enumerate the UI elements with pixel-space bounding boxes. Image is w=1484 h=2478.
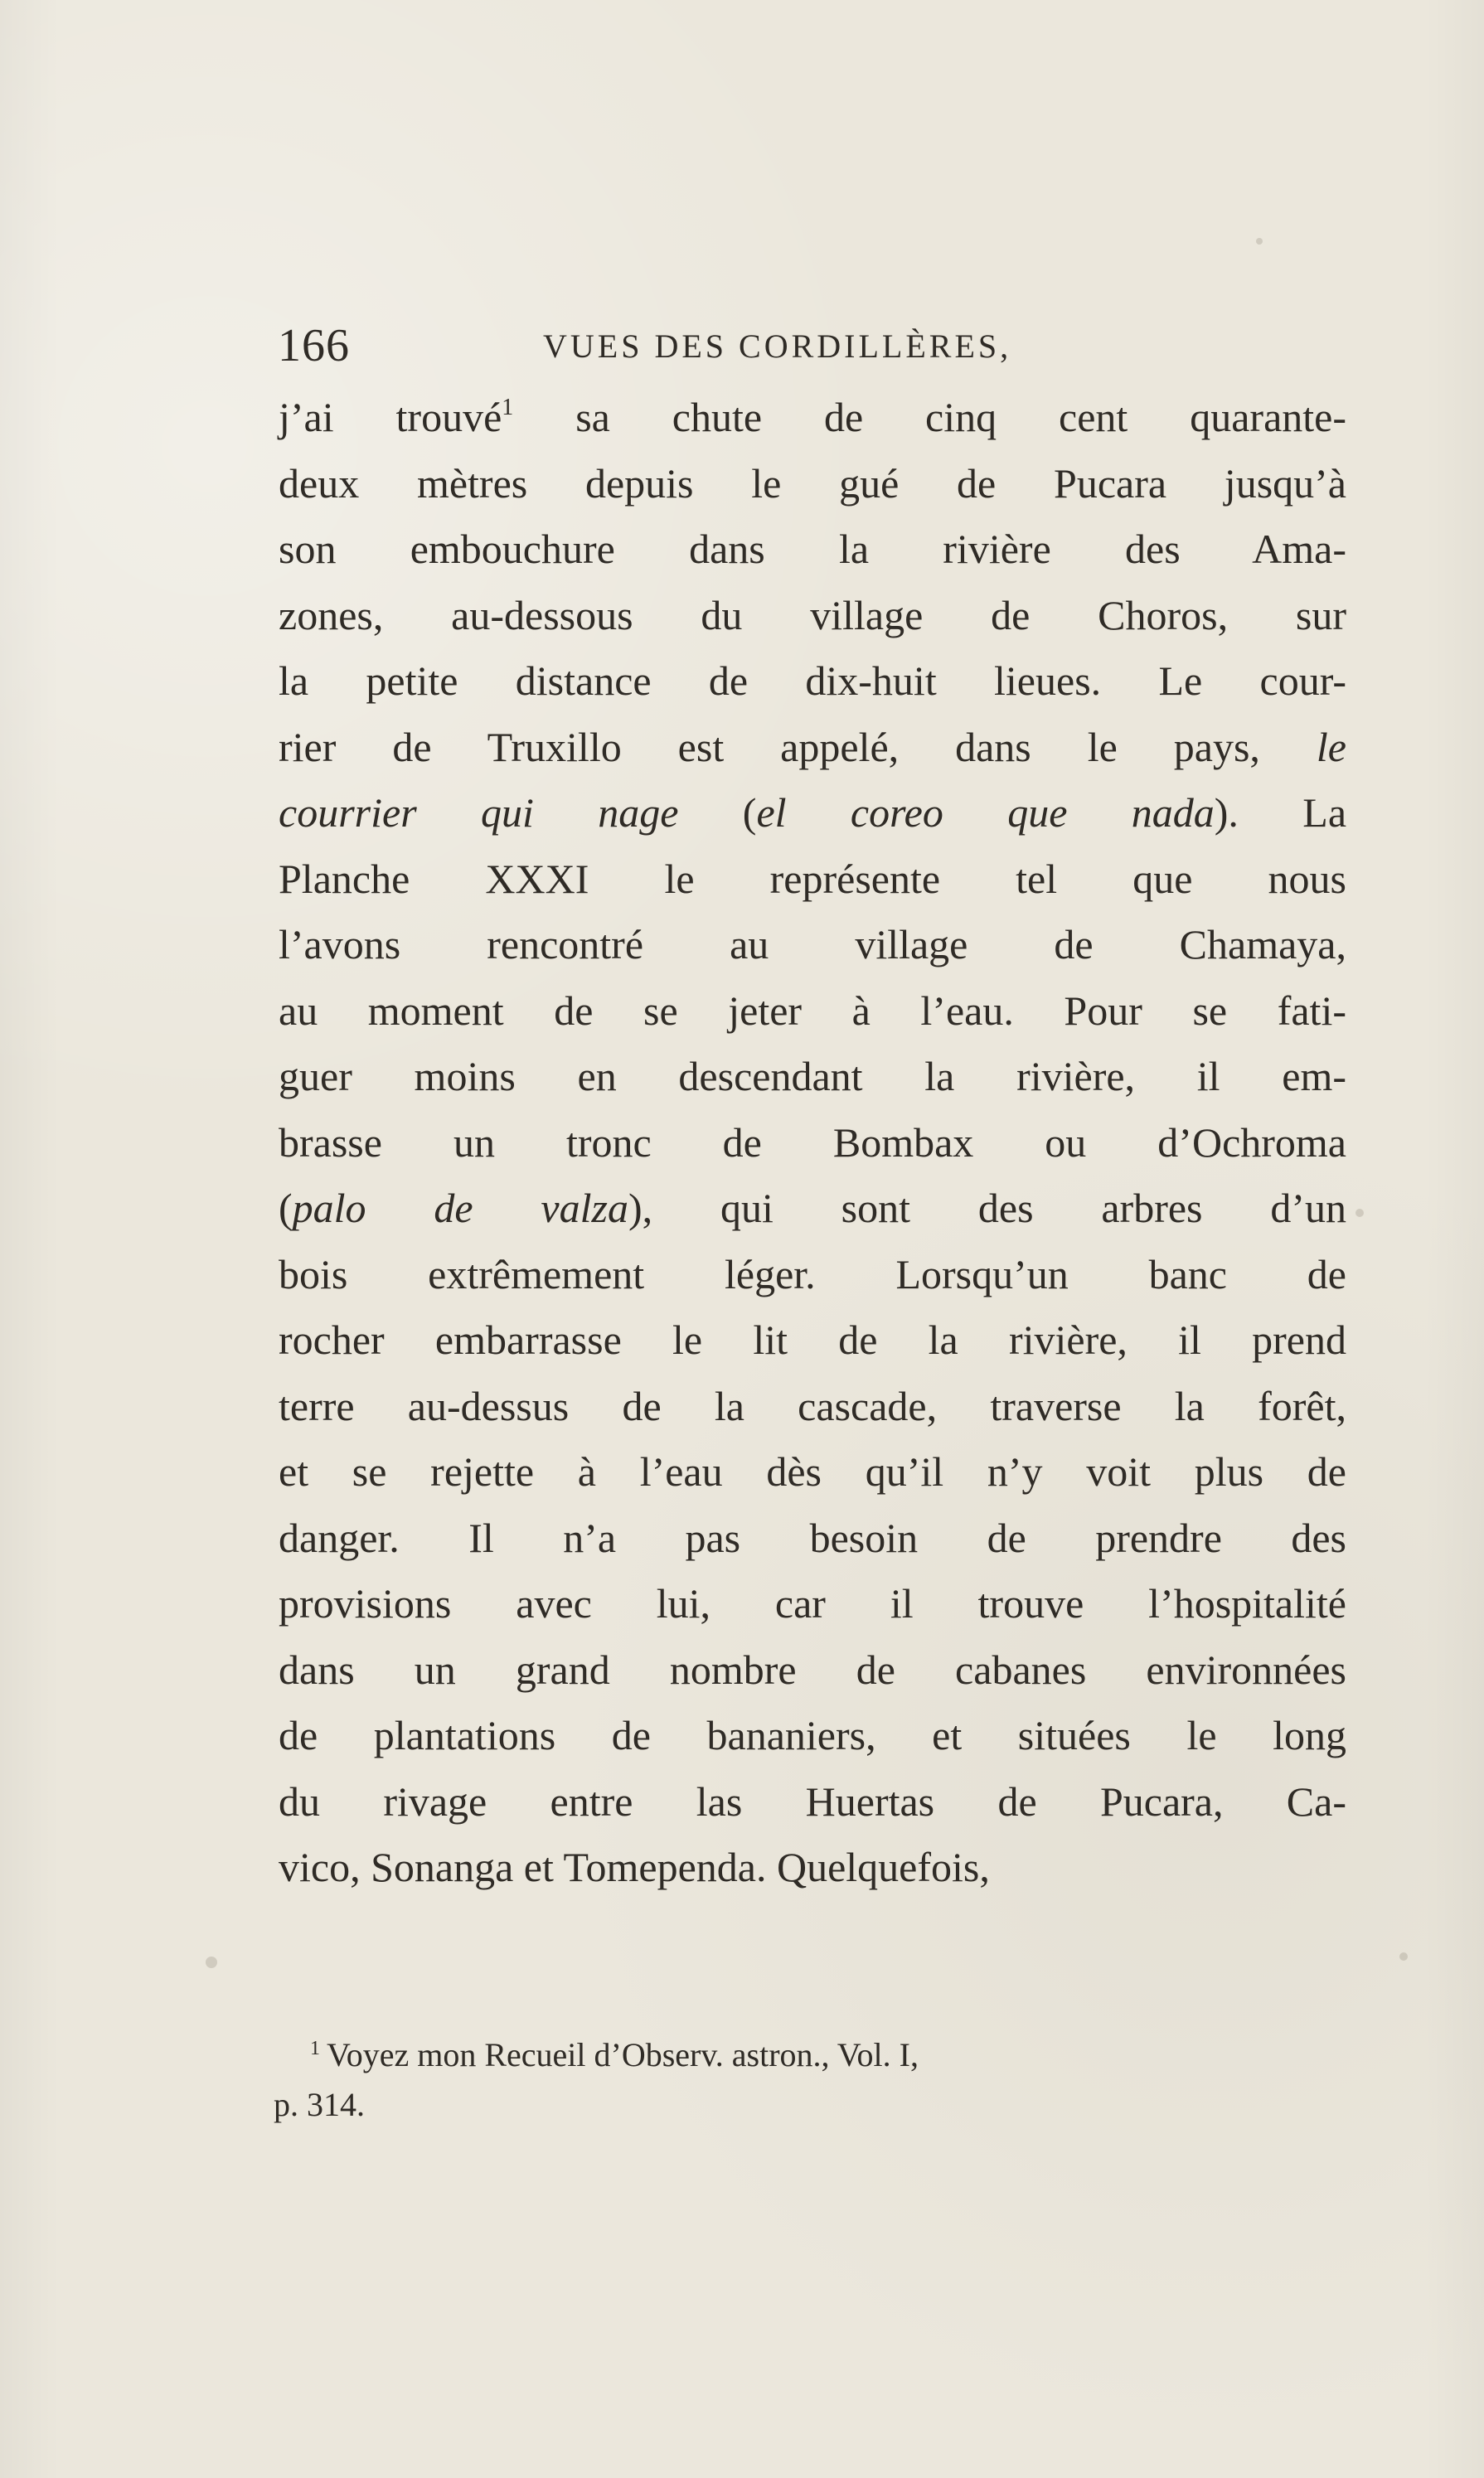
text-run: danger. Il n’a pas besoin de prendre des — [279, 1514, 1346, 1561]
text-run: de plantations de bananiers, et situées le long — [279, 1712, 1346, 1758]
text-line — [279, 1374, 1346, 1440]
text-run: son embouchure dans la rivière des Ama- — [279, 526, 1346, 572]
text-run: palo de valza — [292, 1185, 628, 1231]
text-run: ). La — [1214, 789, 1347, 836]
text-line — [279, 1703, 1346, 1769]
text-line — [279, 1439, 1346, 1506]
text-line — [279, 846, 1346, 913]
text-run: zones, au-dessous du village de Choros, sur — [279, 591, 1346, 638]
text-run: ( — [678, 789, 757, 836]
text-line — [279, 1769, 1346, 1835]
text-run: provisions avec lui, car il trouve l’hospitalité — [279, 1580, 1346, 1627]
text-run: ( — [279, 1185, 293, 1231]
text-line — [279, 1835, 1346, 1901]
text-run: sa chute de cinq cent quarante- — [513, 394, 1346, 440]
text-line — [279, 451, 1346, 517]
text-run: et se rejette à l’eau dès qu’il n’y voit plus de — [279, 1448, 1346, 1495]
paper-spot — [1399, 1952, 1408, 1961]
text-line — [279, 1110, 1346, 1176]
text-run: le — [1316, 723, 1346, 770]
text-line — [279, 715, 1346, 781]
text-line — [279, 1307, 1346, 1374]
body-text — [279, 385, 1346, 1901]
text-line — [279, 780, 1346, 846]
text-run: el coreo que nada — [756, 789, 1215, 836]
footnote — [274, 2030, 1368, 2130]
paper-spot — [1256, 238, 1263, 245]
text-line — [279, 648, 1346, 715]
footnote-reference: 1 — [502, 395, 514, 420]
text-line — [279, 1242, 1346, 1308]
text-run: du rivage entre las Huertas de Pucara, Ca- — [279, 1777, 1346, 1825]
text-run: j’ai trouvé — [279, 394, 502, 440]
text-line — [279, 912, 1346, 978]
text-run: courrier qui nage — [279, 789, 679, 836]
text-run: ), qui sont des arbres d’un — [628, 1185, 1346, 1231]
text-run: guer moins en descendant la rivière, il em- — [279, 1053, 1346, 1099]
text-run: au moment de se jeter à l’eau. Pour se fati- — [279, 987, 1346, 1034]
text-run: vico, Sonanga et Tomependa. Quelquefois, — [279, 1844, 990, 1890]
text-run: rier de Truxillo est appelé, dans le pays, — [279, 723, 1317, 770]
text-run: l’avons rencontré au village de Chamaya, — [279, 921, 1346, 967]
text-line — [279, 1571, 1346, 1637]
text-line — [279, 1176, 1346, 1242]
page-number: 166 — [278, 320, 350, 371]
text-line — [279, 385, 1346, 451]
text-line — [279, 1044, 1346, 1110]
running-title: VUES DES CORDILLÈRES, — [543, 327, 1012, 365]
footnote-text: Voyez mon Recueil d’Observ. astron., Vol. I, — [327, 2036, 919, 2073]
text-run: brasse un tronc de Bombax ou d’Ochroma — [279, 1118, 1346, 1166]
text-run: terre au-dessus de la cascade, traverse la forêt, — [279, 1382, 1346, 1429]
paper-spot — [206, 1957, 217, 1968]
footnote-line — [274, 2080, 1368, 2130]
text-line — [279, 583, 1346, 649]
text-line — [279, 1637, 1346, 1704]
text-run: rocher embarrasse le lit de la rivière, il prend — [279, 1317, 1346, 1363]
page-header — [278, 317, 1364, 375]
text-run: bois extrêmement léger. Lorsqu’un banc de — [279, 1250, 1346, 1297]
paper-spot — [1355, 1209, 1364, 1217]
text-run: deux mètres depuis le gué de Pucara jusqu’à — [279, 459, 1346, 507]
footnote-marker: 1 — [310, 2038, 320, 2059]
footnote-line — [274, 2030, 1368, 2080]
footnote-text: p. 314. — [274, 2086, 365, 2123]
text-run: dans un grand nombre de cabanes environnées — [279, 1646, 1346, 1693]
text-run: la petite distance de dix-huit lieues. Le cour- — [279, 657, 1346, 704]
text-run: Planche XXXI le représente tel que nous — [279, 855, 1346, 902]
text-line — [279, 516, 1346, 583]
text-line — [279, 1506, 1346, 1572]
text-line — [279, 978, 1346, 1045]
